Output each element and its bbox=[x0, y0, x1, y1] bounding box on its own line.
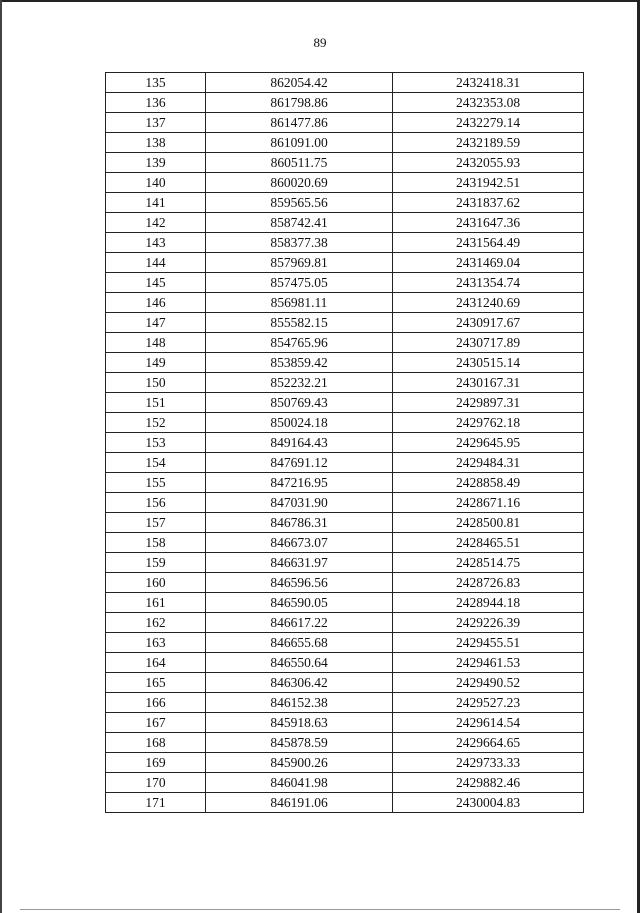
point-number-cell: 165 bbox=[106, 673, 206, 693]
y-coordinate-cell: 2430717.89 bbox=[393, 333, 584, 353]
point-number-cell: 161 bbox=[106, 593, 206, 613]
table-row bbox=[106, 793, 584, 813]
page-edge-top bbox=[0, 0, 640, 2]
table-row bbox=[106, 153, 584, 173]
x-coordinate-cell: 860511.75 bbox=[206, 153, 393, 173]
y-coordinate-cell: 2431564.49 bbox=[393, 233, 584, 253]
table-row bbox=[106, 93, 584, 113]
point-number-cell: 135 bbox=[106, 73, 206, 93]
y-coordinate-cell: 2430917.67 bbox=[393, 313, 584, 333]
x-coordinate-cell: 861091.00 bbox=[206, 133, 393, 153]
point-number-cell: 155 bbox=[106, 473, 206, 493]
table-row bbox=[106, 73, 584, 93]
y-coordinate-cell: 2431837.62 bbox=[393, 193, 584, 213]
point-number-cell: 137 bbox=[106, 113, 206, 133]
y-coordinate-cell: 2429664.65 bbox=[393, 733, 584, 753]
x-coordinate-cell: 858742.41 bbox=[206, 213, 393, 233]
point-number-cell: 156 bbox=[106, 493, 206, 513]
y-coordinate-cell: 2429527.23 bbox=[393, 693, 584, 713]
table-row bbox=[106, 273, 584, 293]
y-coordinate-cell: 2431469.04 bbox=[393, 253, 584, 273]
point-number-cell: 147 bbox=[106, 313, 206, 333]
x-coordinate-cell: 852232.21 bbox=[206, 373, 393, 393]
y-coordinate-cell: 2429226.39 bbox=[393, 613, 584, 633]
point-number-cell: 153 bbox=[106, 433, 206, 453]
y-coordinate-cell: 2429490.52 bbox=[393, 673, 584, 693]
point-number-cell: 149 bbox=[106, 353, 206, 373]
table-row bbox=[106, 753, 584, 773]
x-coordinate-cell: 846306.42 bbox=[206, 673, 393, 693]
table-row bbox=[106, 193, 584, 213]
x-coordinate-cell: 861477.86 bbox=[206, 113, 393, 133]
page-edge-left bbox=[0, 0, 2, 913]
table-row bbox=[106, 213, 584, 233]
point-number-cell: 170 bbox=[106, 773, 206, 793]
page-edge-bottom bbox=[20, 909, 620, 910]
point-number-cell: 163 bbox=[106, 633, 206, 653]
table-row bbox=[106, 513, 584, 533]
table-row bbox=[106, 553, 584, 573]
y-coordinate-cell: 2428726.83 bbox=[393, 573, 584, 593]
table-row bbox=[106, 133, 584, 153]
table-row bbox=[106, 713, 584, 733]
x-coordinate-cell: 850769.43 bbox=[206, 393, 393, 413]
y-coordinate-cell: 2431240.69 bbox=[393, 293, 584, 313]
x-coordinate-cell: 860020.69 bbox=[206, 173, 393, 193]
point-number-cell: 141 bbox=[106, 193, 206, 213]
table-row bbox=[106, 433, 584, 453]
point-number-cell: 145 bbox=[106, 273, 206, 293]
point-number-cell: 148 bbox=[106, 333, 206, 353]
x-coordinate-cell: 846631.97 bbox=[206, 553, 393, 573]
y-coordinate-cell: 2432189.59 bbox=[393, 133, 584, 153]
table-row bbox=[106, 373, 584, 393]
point-number-cell: 144 bbox=[106, 253, 206, 273]
table-row bbox=[106, 413, 584, 433]
table-row bbox=[106, 393, 584, 413]
page-number: 89 bbox=[313, 35, 327, 50]
coordinates-table bbox=[105, 72, 584, 813]
point-number-cell: 157 bbox=[106, 513, 206, 533]
point-number-cell: 140 bbox=[106, 173, 206, 193]
table-row bbox=[106, 693, 584, 713]
y-coordinate-cell: 2428465.51 bbox=[393, 533, 584, 553]
y-coordinate-cell: 2429461.53 bbox=[393, 653, 584, 673]
table-row bbox=[106, 233, 584, 253]
y-coordinate-cell: 2429733.33 bbox=[393, 753, 584, 773]
table-row bbox=[106, 253, 584, 273]
x-coordinate-cell: 846786.31 bbox=[206, 513, 393, 533]
y-coordinate-cell: 2429484.31 bbox=[393, 453, 584, 473]
x-coordinate-cell: 857475.05 bbox=[206, 273, 393, 293]
y-coordinate-cell: 2432055.93 bbox=[393, 153, 584, 173]
x-coordinate-cell: 857969.81 bbox=[206, 253, 393, 273]
point-number-cell: 152 bbox=[106, 413, 206, 433]
x-coordinate-cell: 846655.68 bbox=[206, 633, 393, 653]
y-coordinate-cell: 2429645.95 bbox=[393, 433, 584, 453]
table-row bbox=[106, 613, 584, 633]
x-coordinate-cell: 856981.11 bbox=[206, 293, 393, 313]
point-number-cell: 138 bbox=[106, 133, 206, 153]
x-coordinate-cell: 846041.98 bbox=[206, 773, 393, 793]
point-number-cell: 167 bbox=[106, 713, 206, 733]
x-coordinate-cell: 846617.22 bbox=[206, 613, 393, 633]
y-coordinate-cell: 2429882.46 bbox=[393, 773, 584, 793]
x-coordinate-cell: 846673.07 bbox=[206, 533, 393, 553]
point-number-cell: 158 bbox=[106, 533, 206, 553]
table-row bbox=[106, 453, 584, 473]
y-coordinate-cell: 2429455.51 bbox=[393, 633, 584, 653]
y-coordinate-cell: 2430167.31 bbox=[393, 373, 584, 393]
x-coordinate-cell: 858377.38 bbox=[206, 233, 393, 253]
x-coordinate-cell: 861798.86 bbox=[206, 93, 393, 113]
table-row bbox=[106, 573, 584, 593]
table-row bbox=[106, 673, 584, 693]
table-row bbox=[106, 633, 584, 653]
y-coordinate-cell: 2428500.81 bbox=[393, 513, 584, 533]
y-coordinate-cell: 2429614.54 bbox=[393, 713, 584, 733]
point-number-cell: 142 bbox=[106, 213, 206, 233]
x-coordinate-cell: 850024.18 bbox=[206, 413, 393, 433]
table-row bbox=[106, 333, 584, 353]
y-coordinate-cell: 2429762.18 bbox=[393, 413, 584, 433]
point-number-cell: 151 bbox=[106, 393, 206, 413]
point-number-cell: 168 bbox=[106, 733, 206, 753]
x-coordinate-cell: 855582.15 bbox=[206, 313, 393, 333]
point-number-cell: 146 bbox=[106, 293, 206, 313]
x-coordinate-cell: 853859.42 bbox=[206, 353, 393, 373]
x-coordinate-cell: 846550.64 bbox=[206, 653, 393, 673]
table-row bbox=[106, 313, 584, 333]
table-row bbox=[106, 293, 584, 313]
x-coordinate-cell: 854765.96 bbox=[206, 333, 393, 353]
table-row bbox=[106, 173, 584, 193]
point-number-cell: 139 bbox=[106, 153, 206, 173]
table-row bbox=[106, 773, 584, 793]
point-number-cell: 143 bbox=[106, 233, 206, 253]
point-number-cell: 150 bbox=[106, 373, 206, 393]
x-coordinate-cell: 846191.06 bbox=[206, 793, 393, 813]
x-coordinate-cell: 847216.95 bbox=[206, 473, 393, 493]
x-coordinate-cell: 849164.43 bbox=[206, 433, 393, 453]
y-coordinate-cell: 2428858.49 bbox=[393, 473, 584, 493]
coordinates-table-body bbox=[106, 73, 584, 813]
point-number-cell: 136 bbox=[106, 93, 206, 113]
x-coordinate-cell: 845918.63 bbox=[206, 713, 393, 733]
y-coordinate-cell: 2430515.14 bbox=[393, 353, 584, 373]
point-number-cell: 162 bbox=[106, 613, 206, 633]
table-row bbox=[106, 653, 584, 673]
y-coordinate-cell: 2432279.14 bbox=[393, 113, 584, 133]
point-number-cell: 159 bbox=[106, 553, 206, 573]
x-coordinate-cell: 845878.59 bbox=[206, 733, 393, 753]
x-coordinate-cell: 846596.56 bbox=[206, 573, 393, 593]
y-coordinate-cell: 2430004.83 bbox=[393, 793, 584, 813]
point-number-cell: 160 bbox=[106, 573, 206, 593]
table-row bbox=[106, 473, 584, 493]
y-coordinate-cell: 2428944.18 bbox=[393, 593, 584, 613]
x-coordinate-cell: 846590.05 bbox=[206, 593, 393, 613]
y-coordinate-cell: 2432353.08 bbox=[393, 93, 584, 113]
x-coordinate-cell: 845900.26 bbox=[206, 753, 393, 773]
point-number-cell: 154 bbox=[106, 453, 206, 473]
x-coordinate-cell: 859565.56 bbox=[206, 193, 393, 213]
point-number-cell: 166 bbox=[106, 693, 206, 713]
y-coordinate-cell: 2432418.31 bbox=[393, 73, 584, 93]
y-coordinate-cell: 2431647.36 bbox=[393, 213, 584, 233]
table-row bbox=[106, 113, 584, 133]
y-coordinate-cell: 2428514.75 bbox=[393, 553, 584, 573]
table-row bbox=[106, 493, 584, 513]
point-number-cell: 169 bbox=[106, 753, 206, 773]
x-coordinate-cell: 862054.42 bbox=[206, 73, 393, 93]
y-coordinate-cell: 2428671.16 bbox=[393, 493, 584, 513]
table-row bbox=[106, 593, 584, 613]
x-coordinate-cell: 847031.90 bbox=[206, 493, 393, 513]
point-number-cell: 164 bbox=[106, 653, 206, 673]
y-coordinate-cell: 2431942.51 bbox=[393, 173, 584, 193]
point-number-cell: 171 bbox=[106, 793, 206, 813]
table-row bbox=[106, 733, 584, 753]
y-coordinate-cell: 2429897.31 bbox=[393, 393, 584, 413]
y-coordinate-cell: 2431354.74 bbox=[393, 273, 584, 293]
x-coordinate-cell: 846152.38 bbox=[206, 693, 393, 713]
table-row bbox=[106, 353, 584, 373]
table-row bbox=[106, 533, 584, 553]
x-coordinate-cell: 847691.12 bbox=[206, 453, 393, 473]
